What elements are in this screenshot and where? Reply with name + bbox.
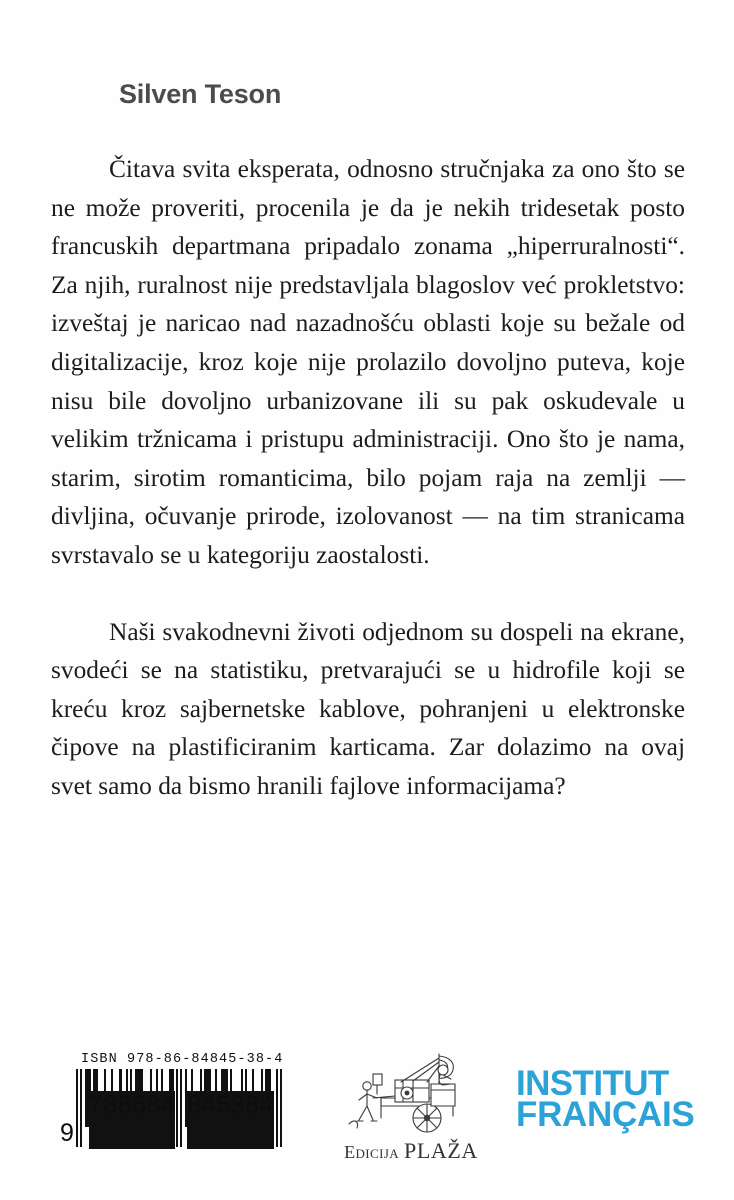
partner-logo-institut-francais [516,1064,695,1134]
footer-band [0,1040,734,1190]
publisher-wordmark-edicija: Edicija [344,1142,400,1162]
publisher-logo-edicija-plaza [337,1048,485,1164]
barcode-digits-left: 788684 [89,1091,175,1149]
blurb-text-block [51,150,685,806]
blurb-paragraph-2: Naši svakodnevni životi odjednom su dospeli na ekrane, svodeći se na statistiku, pretvarajući se u hidrofile koji se kreću kroz sajbernetske kablove, pohranjeni u elektronske čipove na plastificiranim karticama. Zar dolazimo na ovaj svet samo da bismo hranili fajlove informacijama? [51,617,685,800]
institut-francais-line1: INSTITUT [516,1064,669,1103]
institut-francais-line2: FRANÇAIS [516,1095,695,1134]
barcode-lead-digit: 9 [60,1119,74,1147]
barcode-digits-right: 845384 [187,1091,273,1149]
publisher-wordmark-plaza: PLAŽA [403,1138,478,1163]
isbn-barcode-block [60,1052,295,1147]
author-name: Silven Teson [119,79,282,109]
barcode-row [60,1069,295,1147]
blurb-paragraph-1: Čitava svita eksperata, odnosno stručnjaka za ono što se ne može proveriti, procenila je da je nekih tridesetak posto francuskih departmana pripadalo zonama „hiperruralnosti“. Za njih, ruralnost nije predstavljala blagoslov već prokletstvo: izveštaj je naricao nad nazadnošću oblasti koje su bežale od digitalizacije, kroz koje nije prolazilo dovoljno puteva, koje nisu bile dovoljno urbanizovane ili su pak oskudevale u velikim tržnicama i pristupu administraciji. Ono što je nama, starim, sirotim romanticima, bilo pojam raja na zemlji — divljina, očuvanje prirode, izolovanost — na tim stranicama svrstavalo se u kategoriju zaostalosti. [51,155,685,569]
printing-press-cart-icon [343,1048,479,1140]
publisher-wordmark [337,1138,485,1164]
barcode-bars [76,1069,283,1147]
isbn-number-label: ISBN 978-86-84845-38-4 [81,1052,284,1067]
